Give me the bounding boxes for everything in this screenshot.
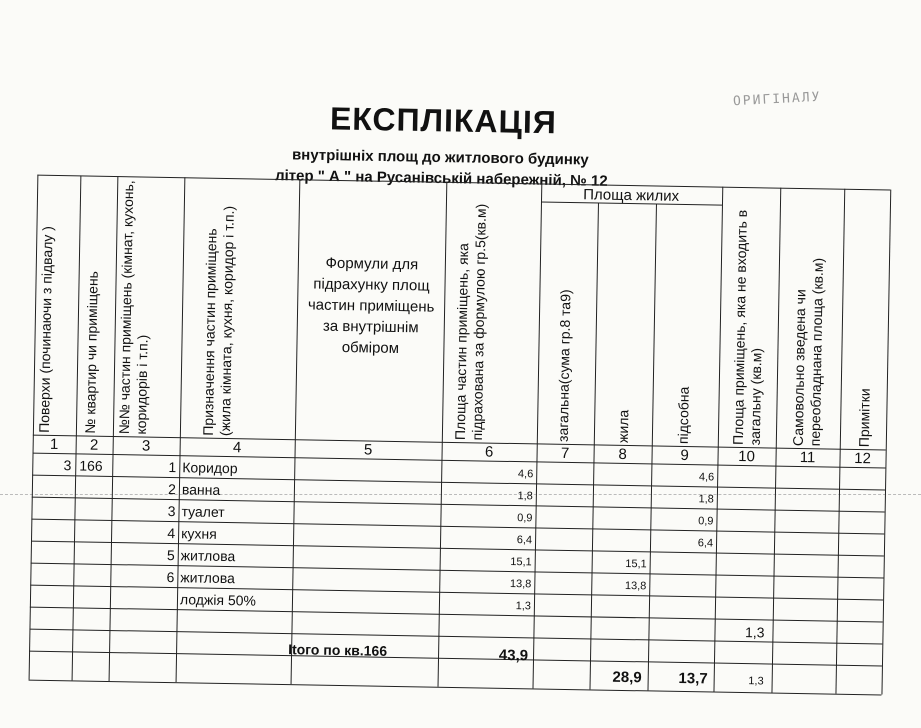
row-auxiliary: 1,8 <box>698 493 714 506</box>
row-not-included <box>716 538 771 539</box>
row-auxiliary: 6,4 <box>697 537 714 550</box>
row-part-number: 3 <box>167 503 176 520</box>
row-purpose: житлова <box>180 569 235 587</box>
header-formulas: Формули для підрахунку площ частин приміщень за внутрішнім обміром <box>307 254 435 358</box>
grid-line <box>72 175 82 680</box>
grid-line <box>881 190 891 695</box>
grid-line <box>771 188 781 693</box>
row-purpose: Коридор <box>182 459 238 477</box>
row-area: 6,4 <box>516 534 533 547</box>
row-purpose: житлова <box>180 547 236 565</box>
total-label: Itого по кв.166 <box>288 641 388 659</box>
row-part-number: 6 <box>166 568 175 586</box>
header-auxiliary-area: підсобна <box>674 386 692 445</box>
grid-line <box>291 179 301 684</box>
grid-line <box>438 182 448 687</box>
row-auxiliary <box>650 558 713 559</box>
column-number: 8 <box>618 445 627 464</box>
row-not-included <box>715 582 770 583</box>
row-area: 4,6 <box>517 468 534 481</box>
row-purpose: кухня <box>181 525 217 542</box>
row-part-number: 4 <box>167 524 176 542</box>
header-area-by-formula: Площа частин приміщень, яка підрахована за формулою гр.5(кв.м) <box>451 203 489 441</box>
row-not-included <box>717 516 772 517</box>
header-part-number: №№ частин приміщень (кімнат, кухонь, коридорів і т.п.) <box>115 180 151 435</box>
header-unauthorized-area: Самовольно зведена чи переобладнана площа (кв.м) <box>789 257 827 447</box>
column-number: 9 <box>680 446 689 465</box>
column-number: 10 <box>738 447 756 466</box>
row-purpose: лоджія 50% <box>179 591 257 609</box>
column-number: 11 <box>799 449 816 467</box>
row-living <box>592 535 647 536</box>
column-number: 5 <box>363 441 373 459</box>
row-area: 0,9 <box>517 512 533 525</box>
header-notes: Примітки <box>855 388 873 448</box>
row-part-number: 2 <box>167 481 177 498</box>
row-auxiliary <box>649 580 712 581</box>
grid-line <box>533 183 543 688</box>
row-auxiliary: 0,9 <box>698 515 714 528</box>
row-purpose: туалет <box>181 503 225 520</box>
header-living-area: жила <box>614 409 632 444</box>
row-living <box>593 513 648 514</box>
row-apartment: 166 <box>79 457 103 474</box>
column-number: 1 <box>49 435 59 454</box>
row-area: 13,8 <box>509 577 532 591</box>
row-auxiliary: 4,6 <box>698 471 715 484</box>
document-subtitle: внутрішніх площ до житлового будинку <box>291 146 589 169</box>
original-stamp: ОРИГІНАЛУ <box>732 89 822 110</box>
grid-line <box>835 189 845 694</box>
row-living <box>593 491 648 492</box>
column-number: 4 <box>232 439 242 457</box>
total-auxiliary: 13,7 <box>678 669 708 688</box>
column-number: 6 <box>484 443 494 461</box>
row-living: 15,1 <box>625 557 647 571</box>
row-not-included: 1,3 <box>744 624 765 641</box>
column-number: 3 <box>141 437 151 455</box>
row-area: 1,3 <box>515 600 532 613</box>
row-floor: 3 <box>63 457 72 474</box>
header-apartment-number: № квартир чи приміщень <box>81 270 101 434</box>
header-living-area-group: Площа жилих <box>582 186 680 205</box>
header-floors: Поверхи (починаючи з підвалу ) <box>35 225 56 433</box>
row-area: 15,1 <box>510 555 532 569</box>
column-number: 12 <box>854 449 872 468</box>
row-living <box>593 469 648 470</box>
grid-line <box>713 187 723 692</box>
document-title: ЕКСПЛІКАЦІЯ <box>329 100 558 141</box>
header-purpose: Призначення частин приміщень (жила кімната, кухня, коридор і т.п.) <box>199 205 237 437</box>
total-living: 28,9 <box>612 668 642 687</box>
row-not-included <box>717 472 772 473</box>
document-address: літер " А " на Русанівській набережній, № 12 <box>274 167 608 190</box>
header-not-included-area: Площа приміщень, яка не входить в загальну (кв.м) <box>729 209 765 446</box>
row-living: 13,8 <box>624 579 647 593</box>
row-not-included <box>717 494 772 495</box>
row-part-number: 5 <box>166 546 175 564</box>
row-purpose: ванна <box>181 481 221 498</box>
column-number: 2 <box>89 436 99 454</box>
header-total-area: загальна(сума гр.8 та9) <box>554 289 574 443</box>
row-area: 1,8 <box>517 490 533 503</box>
row-not-included <box>716 560 771 561</box>
column-number: 7 <box>560 444 570 462</box>
total-not-included: 1,3 <box>748 675 764 688</box>
row-part-number: 1 <box>168 459 177 476</box>
total-area: 43,9 <box>498 646 529 665</box>
